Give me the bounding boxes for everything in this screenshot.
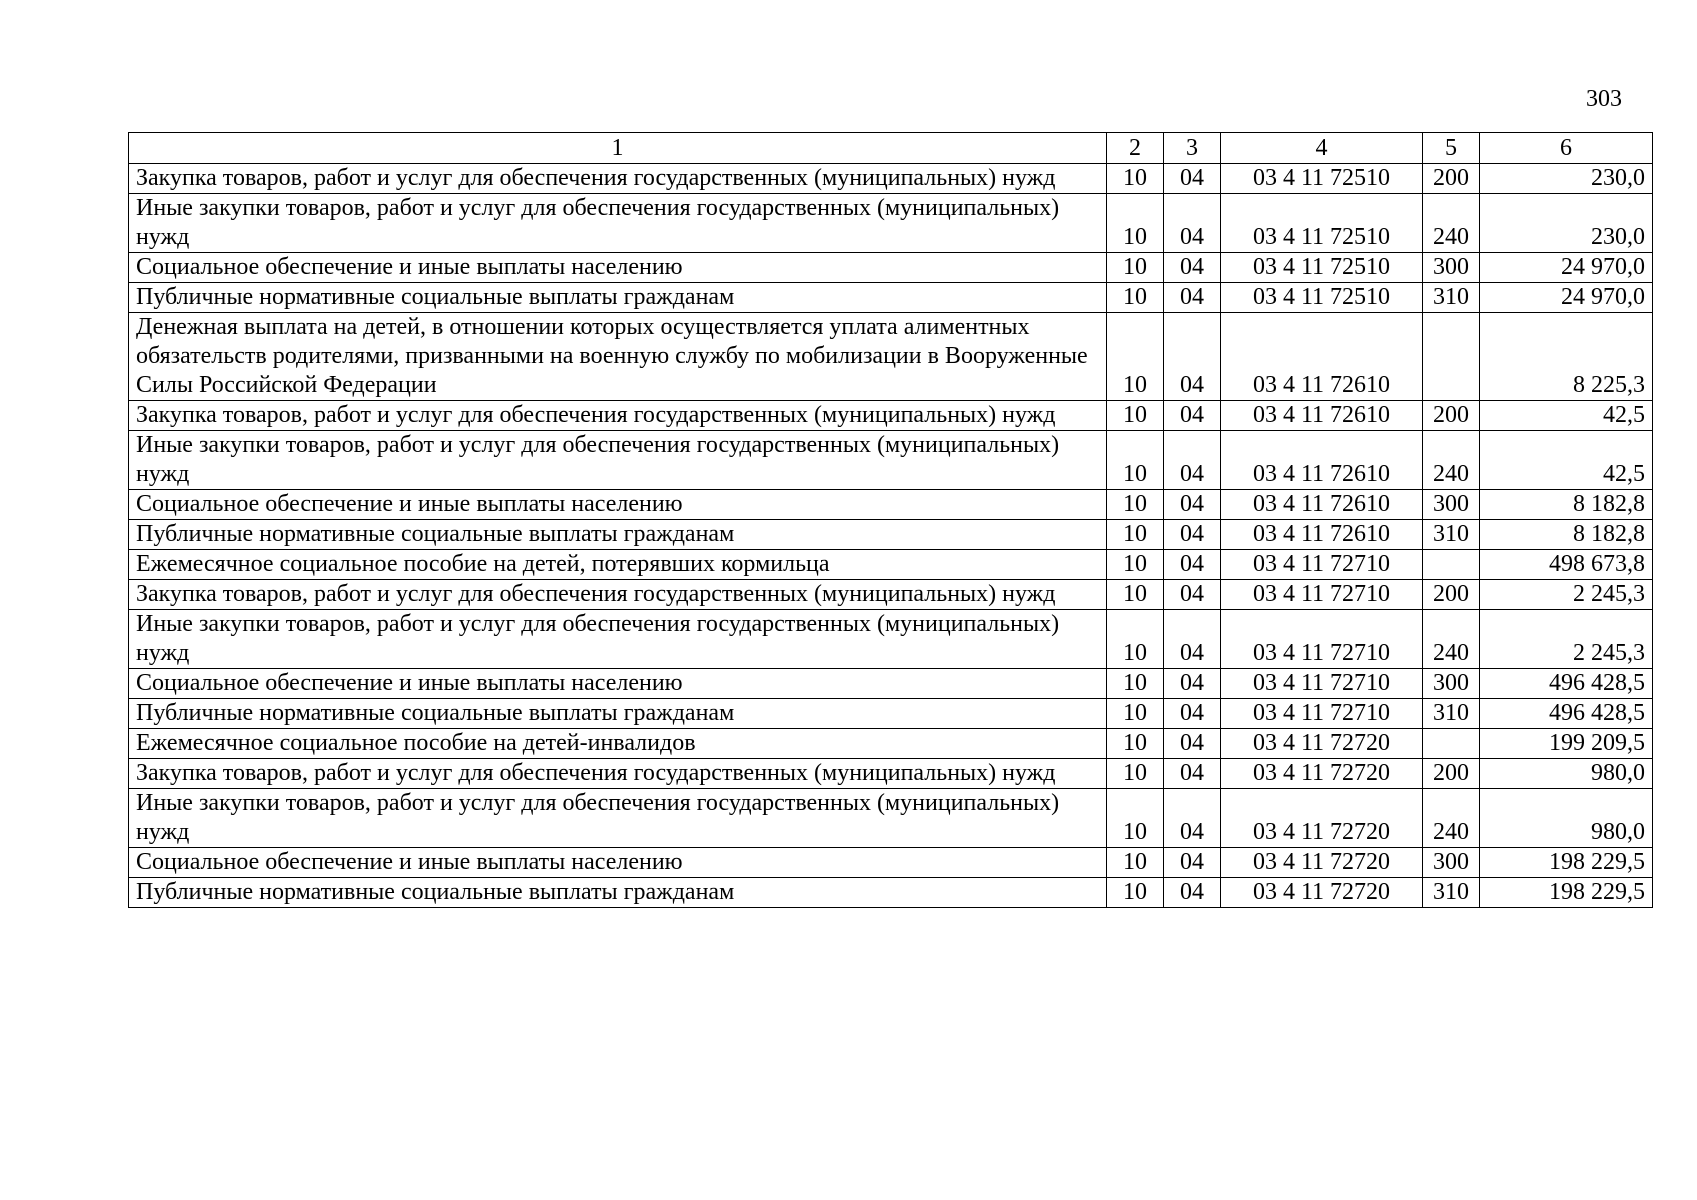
row-target-cell: 03 4 11 72610 bbox=[1221, 490, 1423, 520]
row-section-cell: 10 bbox=[1107, 490, 1164, 520]
row-name-cell: Социальное обеспечение и иные выплаты населению bbox=[129, 669, 1107, 699]
row-amount-cell: 24 970,0 bbox=[1480, 253, 1653, 283]
row-subsection-cell: 04 bbox=[1164, 610, 1221, 669]
row-name-cell: Публичные нормативные социальные выплаты гражданам bbox=[129, 699, 1107, 729]
row-subsection-cell: 04 bbox=[1164, 520, 1221, 550]
table-row bbox=[129, 729, 1653, 759]
row-target-cell: 03 4 11 72710 bbox=[1221, 610, 1423, 669]
row-subsection-cell: 04 bbox=[1164, 313, 1221, 401]
row-target-cell: 03 4 11 72610 bbox=[1221, 313, 1423, 401]
row-section-cell: 10 bbox=[1107, 669, 1164, 699]
row-amount-cell: 42,5 bbox=[1480, 401, 1653, 431]
row-section-cell: 10 bbox=[1107, 580, 1164, 610]
row-subsection-cell: 04 bbox=[1164, 401, 1221, 431]
row-amount-cell: 42,5 bbox=[1480, 431, 1653, 490]
row-section-cell: 10 bbox=[1107, 164, 1164, 194]
row-target-cell: 03 4 11 72510 bbox=[1221, 283, 1423, 313]
row-subsection-cell: 04 bbox=[1164, 431, 1221, 490]
row-target-cell: 03 4 11 72510 bbox=[1221, 194, 1423, 253]
row-section-cell: 10 bbox=[1107, 878, 1164, 908]
table-row bbox=[129, 699, 1653, 729]
row-section-cell: 10 bbox=[1107, 848, 1164, 878]
row-subsection-cell: 04 bbox=[1164, 580, 1221, 610]
row-name-cell: Социальное обеспечение и иные выплаты населению bbox=[129, 253, 1107, 283]
row-subsection-cell: 04 bbox=[1164, 550, 1221, 580]
row-name-cell: Иные закупки товаров, работ и услуг для обеспечения государственных (муниципальных) нужд bbox=[129, 610, 1107, 669]
row-type-cell: 200 bbox=[1423, 401, 1480, 431]
column-header-amount: 6 bbox=[1480, 133, 1653, 164]
row-amount-cell: 8 182,8 bbox=[1480, 490, 1653, 520]
row-type-cell bbox=[1423, 313, 1480, 401]
table-row bbox=[129, 878, 1653, 908]
row-name-cell: Ежемесячное социальное пособие на детей-инвалидов bbox=[129, 729, 1107, 759]
row-name-cell: Социальное обеспечение и иные выплаты населению bbox=[129, 490, 1107, 520]
column-header-name: 1 bbox=[129, 133, 1107, 164]
row-section-cell: 10 bbox=[1107, 253, 1164, 283]
table-row bbox=[129, 848, 1653, 878]
row-name-cell: Иные закупки товаров, работ и услуг для обеспечения государственных (муниципальных) нужд bbox=[129, 431, 1107, 490]
column-header-subsection: 3 bbox=[1164, 133, 1221, 164]
row-target-cell: 03 4 11 72510 bbox=[1221, 164, 1423, 194]
row-type-cell bbox=[1423, 729, 1480, 759]
row-subsection-cell: 04 bbox=[1164, 878, 1221, 908]
column-header-target: 4 bbox=[1221, 133, 1423, 164]
table-row bbox=[129, 789, 1653, 848]
row-amount-cell: 230,0 bbox=[1480, 164, 1653, 194]
table-row bbox=[129, 520, 1653, 550]
row-amount-cell: 198 229,5 bbox=[1480, 848, 1653, 878]
row-section-cell: 10 bbox=[1107, 789, 1164, 848]
row-name-cell: Иные закупки товаров, работ и услуг для обеспечения государственных (муниципальных) нужд bbox=[129, 789, 1107, 848]
row-type-cell: 310 bbox=[1423, 878, 1480, 908]
row-type-cell: 200 bbox=[1423, 164, 1480, 194]
row-type-cell: 310 bbox=[1423, 699, 1480, 729]
row-amount-cell: 2 245,3 bbox=[1480, 580, 1653, 610]
row-target-cell: 03 4 11 72720 bbox=[1221, 759, 1423, 789]
row-subsection-cell: 04 bbox=[1164, 253, 1221, 283]
table-row bbox=[129, 253, 1653, 283]
row-type-cell: 240 bbox=[1423, 431, 1480, 490]
column-header-section: 2 bbox=[1107, 133, 1164, 164]
row-section-cell: 10 bbox=[1107, 699, 1164, 729]
row-amount-cell: 498 673,8 bbox=[1480, 550, 1653, 580]
row-amount-cell: 24 970,0 bbox=[1480, 283, 1653, 313]
row-type-cell: 300 bbox=[1423, 669, 1480, 699]
row-name-cell: Публичные нормативные социальные выплаты гражданам bbox=[129, 878, 1107, 908]
table-row bbox=[129, 431, 1653, 490]
row-section-cell: 10 bbox=[1107, 283, 1164, 313]
row-section-cell: 10 bbox=[1107, 550, 1164, 580]
row-name-cell: Закупка товаров, работ и услуг для обеспечения государственных (муниципальных) нужд bbox=[129, 580, 1107, 610]
row-type-cell: 300 bbox=[1423, 490, 1480, 520]
row-target-cell: 03 4 11 72510 bbox=[1221, 253, 1423, 283]
row-amount-cell: 230,0 bbox=[1480, 194, 1653, 253]
row-subsection-cell: 04 bbox=[1164, 194, 1221, 253]
row-target-cell: 03 4 11 72720 bbox=[1221, 729, 1423, 759]
row-amount-cell: 980,0 bbox=[1480, 759, 1653, 789]
row-type-cell: 200 bbox=[1423, 580, 1480, 610]
row-name-cell: Публичные нормативные социальные выплаты гражданам bbox=[129, 283, 1107, 313]
row-amount-cell: 8 225,3 bbox=[1480, 313, 1653, 401]
row-target-cell: 03 4 11 72710 bbox=[1221, 699, 1423, 729]
row-amount-cell: 198 229,5 bbox=[1480, 878, 1653, 908]
row-subsection-cell: 04 bbox=[1164, 669, 1221, 699]
row-type-cell: 300 bbox=[1423, 253, 1480, 283]
table-row bbox=[129, 580, 1653, 610]
row-name-cell: Иные закупки товаров, работ и услуг для обеспечения государственных (муниципальных) нужд bbox=[129, 194, 1107, 253]
table-row bbox=[129, 401, 1653, 431]
row-name-cell: Социальное обеспечение и иные выплаты населению bbox=[129, 848, 1107, 878]
table-row bbox=[129, 490, 1653, 520]
budget-table bbox=[128, 132, 1653, 908]
row-type-cell: 310 bbox=[1423, 283, 1480, 313]
row-subsection-cell: 04 bbox=[1164, 283, 1221, 313]
row-amount-cell: 199 209,5 bbox=[1480, 729, 1653, 759]
row-type-cell: 240 bbox=[1423, 789, 1480, 848]
table-row bbox=[129, 194, 1653, 253]
row-section-cell: 10 bbox=[1107, 401, 1164, 431]
row-amount-cell: 2 245,3 bbox=[1480, 610, 1653, 669]
row-subsection-cell: 04 bbox=[1164, 848, 1221, 878]
row-type-cell: 310 bbox=[1423, 520, 1480, 550]
table-row bbox=[129, 283, 1653, 313]
row-amount-cell: 980,0 bbox=[1480, 789, 1653, 848]
row-name-cell: Закупка товаров, работ и услуг для обеспечения государственных (муниципальных) нужд bbox=[129, 401, 1107, 431]
row-name-cell: Закупка товаров, работ и услуг для обеспечения государственных (муниципальных) нужд bbox=[129, 164, 1107, 194]
row-section-cell: 10 bbox=[1107, 313, 1164, 401]
row-subsection-cell: 04 bbox=[1164, 164, 1221, 194]
row-target-cell: 03 4 11 72720 bbox=[1221, 789, 1423, 848]
table-row bbox=[129, 550, 1653, 580]
row-subsection-cell: 04 bbox=[1164, 789, 1221, 848]
table-row bbox=[129, 759, 1653, 789]
row-name-cell: Публичные нормативные социальные выплаты гражданам bbox=[129, 520, 1107, 550]
table-row bbox=[129, 164, 1653, 194]
table-header-row bbox=[129, 133, 1653, 164]
row-subsection-cell: 04 bbox=[1164, 699, 1221, 729]
row-target-cell: 03 4 11 72610 bbox=[1221, 520, 1423, 550]
row-section-cell: 10 bbox=[1107, 729, 1164, 759]
row-subsection-cell: 04 bbox=[1164, 490, 1221, 520]
row-amount-cell: 496 428,5 bbox=[1480, 669, 1653, 699]
row-target-cell: 03 4 11 72710 bbox=[1221, 550, 1423, 580]
row-name-cell: Ежемесячное социальное пособие на детей, потерявших кормильца bbox=[129, 550, 1107, 580]
row-target-cell: 03 4 11 72710 bbox=[1221, 669, 1423, 699]
row-subsection-cell: 04 bbox=[1164, 729, 1221, 759]
row-section-cell: 10 bbox=[1107, 520, 1164, 550]
row-section-cell: 10 bbox=[1107, 431, 1164, 490]
table-row bbox=[129, 669, 1653, 699]
row-name-cell: Денежная выплата на детей, в отношении которых осуществляется уплата алиментных обязательств родителями, призванными на военную службу по мобилизации в Вооруженные Силы Российской Федерации bbox=[129, 313, 1107, 401]
row-type-cell bbox=[1423, 550, 1480, 580]
row-section-cell: 10 bbox=[1107, 610, 1164, 669]
row-subsection-cell: 04 bbox=[1164, 759, 1221, 789]
row-target-cell: 03 4 11 72610 bbox=[1221, 401, 1423, 431]
row-target-cell: 03 4 11 72710 bbox=[1221, 580, 1423, 610]
row-type-cell: 200 bbox=[1423, 759, 1480, 789]
row-section-cell: 10 bbox=[1107, 759, 1164, 789]
table-row bbox=[129, 610, 1653, 669]
row-type-cell: 240 bbox=[1423, 194, 1480, 253]
row-type-cell: 300 bbox=[1423, 848, 1480, 878]
column-header-type: 5 bbox=[1423, 133, 1480, 164]
page-number: 303 bbox=[1586, 86, 1622, 112]
row-name-cell: Закупка товаров, работ и услуг для обеспечения государственных (муниципальных) нужд bbox=[129, 759, 1107, 789]
table-row bbox=[129, 313, 1653, 401]
row-target-cell: 03 4 11 72610 bbox=[1221, 431, 1423, 490]
row-section-cell: 10 bbox=[1107, 194, 1164, 253]
row-target-cell: 03 4 11 72720 bbox=[1221, 878, 1423, 908]
row-amount-cell: 496 428,5 bbox=[1480, 699, 1653, 729]
row-type-cell: 240 bbox=[1423, 610, 1480, 669]
row-target-cell: 03 4 11 72720 bbox=[1221, 848, 1423, 878]
row-amount-cell: 8 182,8 bbox=[1480, 520, 1653, 550]
